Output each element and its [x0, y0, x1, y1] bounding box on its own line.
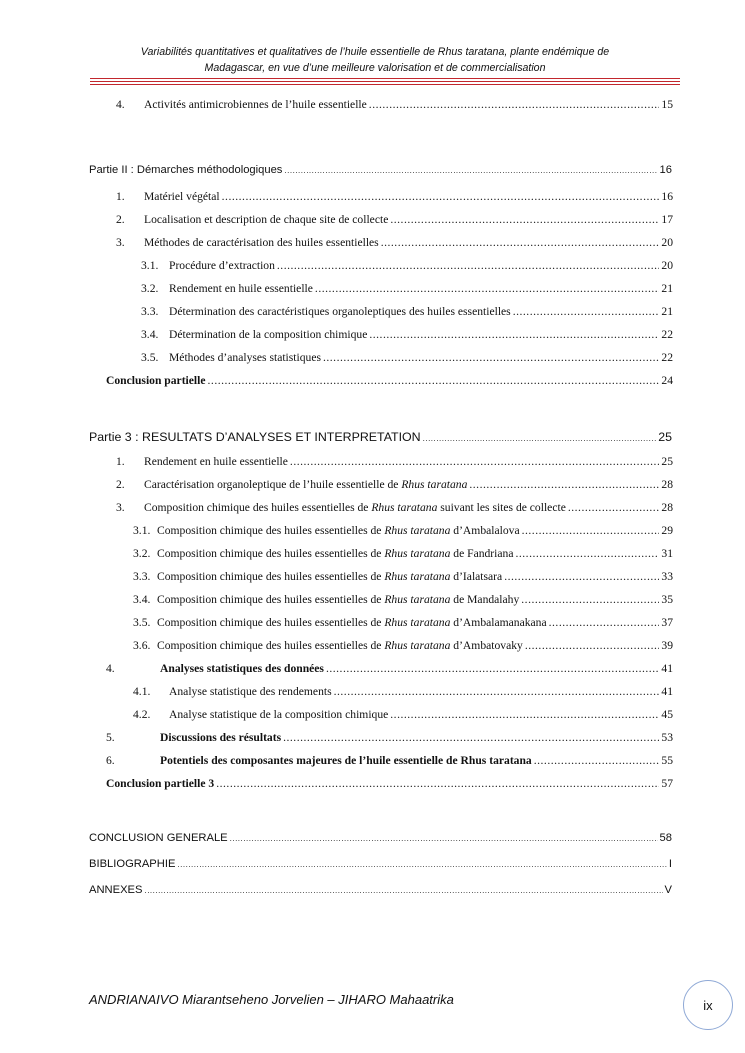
toc-entry[interactable] — [141, 305, 673, 318]
toc-entry[interactable] — [133, 593, 673, 606]
toc-entry-number: 3.6. — [133, 639, 151, 652]
species-name: Rhus taratana — [384, 616, 451, 629]
toc-entry-title — [169, 351, 321, 364]
toc-entry-title-text: Composition chimique des huiles essentielles de — [157, 593, 382, 606]
toc-entry-title-text: Composition chimique des huiles essentielles de — [157, 570, 382, 583]
toc-entry-page: 21 — [661, 305, 673, 318]
toc-entry[interactable] — [116, 236, 673, 249]
toc-entry-title-text: Analyse statistique des rendements — [169, 685, 332, 698]
toc-entry-title-text: BIBLIOGRAPHIE — [89, 858, 176, 870]
toc-entry-page: 20 — [661, 259, 673, 272]
toc-entry[interactable] — [106, 662, 673, 675]
toc-entry-number: 3.1. — [141, 259, 159, 272]
toc-entry[interactable] — [133, 685, 673, 698]
toc-entry[interactable] — [89, 858, 672, 870]
toc-entry-title-text: Rendement en huile essentielle — [169, 282, 313, 295]
toc-entry-number: 3.3. — [141, 305, 159, 318]
toc-entry-number: 3.2. — [141, 282, 159, 295]
dot-leader — [326, 662, 659, 675]
toc-entry-title-text: Discussions des résultats — [160, 731, 282, 744]
header-line-1: Variabilités quantitatives et qualitatives de l’huile essentielle de Rhus taratana, plante endémique de — [140, 46, 610, 58]
toc-entry-number: 3.3. — [133, 570, 151, 583]
toc-entry[interactable] — [141, 351, 673, 364]
dot-leader — [549, 616, 660, 629]
toc-entry-title-text: Matériel végétal — [144, 190, 220, 203]
dot-leader — [222, 190, 660, 203]
toc-entry-page: 25 — [658, 430, 672, 444]
running-header — [95, 44, 655, 76]
toc-entry-page: 31 — [661, 547, 673, 560]
toc-entry[interactable] — [116, 478, 673, 491]
toc-entry-page: 41 — [661, 662, 673, 675]
toc-entry-title — [169, 708, 388, 721]
dot-leader — [513, 305, 660, 318]
toc-entry-number: 4.2. — [133, 708, 151, 721]
toc-entry-title — [157, 570, 502, 583]
toc-entry-title-text: Composition chimique des huiles essentielles de — [157, 524, 382, 537]
toc-entry-title — [157, 593, 519, 606]
toc-entry-title-text: Composition chimique des huiles essentielles de — [157, 616, 382, 629]
toc-entry-title-suffix: suivant les sites de collecte — [437, 501, 566, 514]
toc-entry-page: 29 — [661, 524, 673, 537]
toc-entry-title-text: Analyses statistiques des données — [160, 662, 324, 675]
toc-entry-page: 22 — [661, 328, 673, 341]
toc-entry[interactable] — [106, 777, 673, 790]
dot-leader — [216, 777, 659, 790]
dot-leader — [390, 213, 659, 226]
toc-entry-title — [89, 164, 282, 176]
toc-entry-page: 55 — [661, 754, 673, 767]
toc-entry-title-text: Partie 3 : RESULTATS D’ANALYSES ET INTERPRETATION — [89, 430, 421, 444]
dot-leader — [323, 351, 659, 364]
toc-entry-title-suffix: d’Ialatsara — [450, 570, 503, 583]
toc-entry-page: 28 — [661, 501, 673, 514]
toc-entry-number: 6. — [106, 754, 115, 767]
toc-entry-page: 33 — [661, 570, 673, 583]
toc-entry-title — [106, 777, 214, 790]
dot-leader — [177, 860, 666, 869]
toc-entry-title-text: Analyse statistique de la composition chimique — [169, 708, 389, 721]
toc-entry-page: 35 — [661, 593, 673, 606]
dot-leader — [334, 685, 660, 698]
toc-entry-title-suffix: d’Ambalalova — [450, 524, 520, 537]
toc-entry[interactable] — [133, 570, 673, 583]
species-name: Rhus taratana — [384, 593, 451, 606]
toc-entry-page: V — [664, 884, 672, 896]
toc-entry-number: 3. — [116, 501, 125, 514]
toc-entry-title-text: Partie II : Démarches méthodologiques — [89, 164, 283, 176]
toc-entry-number: 3.5. — [133, 616, 151, 629]
toc-entry-title-text: Composition chimique des huiles essentielles de — [144, 501, 369, 514]
toc-entry-page: 16 — [659, 164, 672, 176]
toc-entry-title-text: Localisation et description de chaque site de collecte — [144, 213, 389, 226]
toc-entry-title-suffix: de Fandriana — [450, 547, 514, 560]
toc-entry-page: 16 — [661, 190, 673, 203]
toc-entry-title-suffix: de Mandalahy — [450, 593, 520, 606]
dot-leader — [504, 570, 659, 583]
dot-leader — [277, 259, 660, 272]
toc-entry-page: 53 — [661, 731, 673, 744]
toc-entry-title — [160, 731, 281, 744]
species-name: Rhus taratana — [371, 501, 438, 514]
toc-entry-page: 20 — [661, 236, 673, 249]
toc-entry-title-text: Détermination des caractéristiques organoleptiques des huiles essentielles — [169, 305, 511, 318]
toc-entry-title — [169, 328, 367, 341]
species-name: Rhus taratana — [384, 639, 451, 652]
toc-entry-title — [89, 884, 142, 896]
toc-entry-number: 3.5. — [141, 351, 159, 364]
dot-leader — [283, 731, 659, 744]
toc-entry-title — [144, 501, 566, 514]
toc-entry-title — [157, 639, 523, 652]
toc-entry-title-text: Composition chimique des huiles essentielles de — [157, 639, 382, 652]
toc-entry-page: 15 — [661, 98, 673, 111]
header-line-2: Madagascar, en vue d’une meilleure valorisation et de commercialisation — [204, 62, 546, 74]
dot-leader — [208, 374, 660, 387]
toc-entry-title — [144, 236, 379, 249]
toc-entry-title — [144, 190, 220, 203]
toc-entry[interactable] — [89, 884, 672, 896]
toc-entry-page: 39 — [661, 639, 673, 652]
toc-entry-title-text: Caractérisation organoleptique de l’huile essentielle de — [144, 478, 399, 491]
toc-entry[interactable] — [133, 547, 673, 560]
species-name: Rhus taratana — [401, 478, 468, 491]
toc-entry-title-text: Conclusion partielle — [106, 374, 206, 387]
toc-entry-number: 1. — [116, 455, 125, 468]
toc-entry-number: 4. — [116, 98, 125, 111]
toc-entry-title-text: Rendement en huile essentielle — [144, 455, 288, 468]
header-divider — [90, 78, 680, 87]
toc-entry-title-text: Composition chimique des huiles essentielles de — [157, 547, 382, 560]
toc-entry-title-text: Potentiels des composantes majeures de l’huile essentielle de Rhus taratana — [160, 754, 532, 767]
dot-leader — [469, 478, 659, 491]
dot-leader — [515, 547, 659, 560]
toc-entry-page: 57 — [661, 777, 673, 790]
toc-entry-number: 5. — [106, 731, 115, 744]
toc-entry-page: 21 — [661, 282, 673, 295]
toc-entry-page: 17 — [661, 213, 673, 226]
toc-entry-page: 28 — [661, 478, 673, 491]
toc-entry-title — [160, 662, 324, 675]
toc-entry[interactable] — [116, 455, 673, 468]
toc-entry[interactable] — [116, 501, 673, 514]
toc-entry-title — [169, 259, 275, 272]
page-number-badge — [683, 980, 733, 1030]
toc-entry-number: 4. — [106, 662, 115, 675]
dot-leader — [369, 98, 660, 111]
toc-entry-page: 58 — [659, 832, 672, 844]
toc-entry-title — [157, 616, 547, 629]
toc-entry[interactable] — [106, 374, 673, 387]
species-name: Rhus taratana — [384, 547, 451, 560]
toc-entry-page: 37 — [661, 616, 673, 629]
dot-leader — [381, 236, 660, 249]
toc-entry-title-suffix: d’Ambalamanakana — [450, 616, 547, 629]
toc-entry-number: 4.1. — [133, 685, 151, 698]
toc-entry[interactable] — [133, 524, 673, 537]
toc-entry-page: I — [668, 858, 672, 870]
toc-entry[interactable] — [106, 754, 673, 767]
toc-entry[interactable] — [116, 98, 673, 111]
toc-entry-page: 41 — [661, 685, 673, 698]
toc-entry-title-text: Conclusion partielle 3 — [106, 777, 215, 790]
dot-leader — [525, 639, 660, 652]
species-name: Rhus taratana — [384, 570, 451, 583]
toc-entry-page: 45 — [661, 708, 673, 721]
toc-entry-title — [144, 213, 388, 226]
dot-leader — [230, 834, 658, 843]
toc-entry-title-text: ANNEXES — [89, 884, 143, 896]
toc-entry-page: 25 — [661, 455, 673, 468]
toc-entry-title — [144, 478, 467, 491]
toc-entry[interactable] — [141, 259, 673, 272]
dot-leader — [568, 501, 660, 514]
toc-entry[interactable] — [141, 282, 673, 295]
toc-entry[interactable] — [89, 832, 672, 844]
toc-entry-title-text: Méthodes de caractérisation des huiles essentielles — [144, 236, 379, 249]
toc-entry-title-text: CONCLUSION GENERALE — [89, 832, 228, 844]
toc-entry-number: 3.1. — [133, 524, 151, 537]
toc-entry[interactable] — [89, 164, 672, 176]
toc-entry[interactable] — [133, 639, 673, 652]
dot-leader — [390, 708, 659, 721]
dot-leader — [534, 754, 660, 767]
dot-leader — [290, 455, 659, 468]
toc-entry-title-suffix: d’Ambatovaky — [450, 639, 523, 652]
toc-entry-title — [89, 832, 228, 844]
toc-entry-title — [144, 98, 367, 111]
dot-leader — [144, 886, 662, 895]
toc-entry-title-text: Activités antimicrobiennes de l’huile essentielle — [144, 98, 367, 111]
toc-entry[interactable] — [89, 430, 672, 444]
dot-leader — [423, 434, 657, 443]
toc-entry-number: 2. — [116, 213, 125, 226]
toc-entry-title — [169, 282, 313, 295]
toc-entry-title — [106, 374, 206, 387]
toc-entry[interactable] — [106, 731, 673, 744]
toc-entry-title — [160, 754, 532, 767]
toc-entry[interactable] — [141, 328, 673, 341]
species-name: Rhus taratana — [384, 524, 451, 537]
dot-leader — [369, 328, 659, 341]
toc-entry-title-text: Méthodes d’analyses statistiques — [169, 351, 321, 364]
toc-entry-number: 3.2. — [133, 547, 151, 560]
toc-entry-number: 3.4. — [133, 593, 151, 606]
page-number: ix — [703, 997, 713, 1013]
dot-leader — [522, 524, 660, 537]
toc-entry-page: 22 — [661, 351, 673, 364]
dot-leader — [284, 166, 657, 175]
toc-entry-title — [157, 524, 520, 537]
toc-entry-number: 2. — [116, 478, 125, 491]
toc-entry-title — [89, 430, 421, 444]
footer-authors: ANDRIANAIVO Miarantseheno Jorvelien – JIHARO Mahaatrika — [89, 992, 454, 1007]
toc-entry-title — [89, 858, 175, 870]
toc-entry-title-text: Détermination de la composition chimique — [169, 328, 368, 341]
dot-leader — [315, 282, 659, 295]
toc-entry-number: 3. — [116, 236, 125, 249]
toc-entry[interactable] — [133, 616, 673, 629]
toc-entry-title-text: Procédure d’extraction — [169, 259, 275, 272]
toc-entry-number: 1. — [116, 190, 125, 203]
toc-entry[interactable] — [133, 708, 673, 721]
toc-entry-title — [169, 305, 511, 318]
toc-entry-title — [169, 685, 332, 698]
toc-entry-title — [144, 455, 288, 468]
dot-leader — [521, 593, 659, 606]
toc-entry[interactable] — [116, 213, 673, 226]
toc-entry-page: 24 — [661, 374, 673, 387]
toc-entry-number: 3.4. — [141, 328, 159, 341]
toc-entry[interactable] — [116, 190, 673, 203]
toc-entry-title — [157, 547, 513, 560]
